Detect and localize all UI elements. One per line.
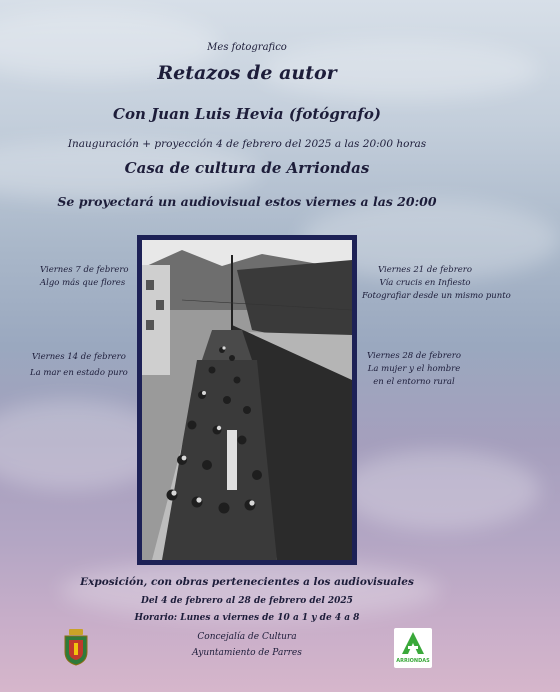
projection-note: Se proyectará un audiovisual estos viernes a las 20:00 [57,194,437,209]
organizer-1: Concejalía de Cultura [197,632,297,642]
crest-logo [63,628,89,666]
photo-frame [137,235,357,565]
venue-line: Casa de cultura de Arriondas [124,159,370,177]
inauguration-line: Inauguración + proyección 4 de febrero del 2025 a las 20:00 horas [67,138,427,150]
cloud [60,560,440,620]
crest-icon [63,628,89,666]
session-topic: Algo más que flores [40,278,126,288]
exhibition-line: Exposición, con obras pertenecientes a los audiovisuales [80,576,414,588]
logo-text: ARRIONDAS [396,658,430,664]
cloud [340,450,540,530]
session-date: Viernes 7 de febrero [40,265,129,275]
session-date: Viernes 14 de febrero [31,352,126,362]
session-4 [364,350,464,389]
organizer-2: Ayuntamiento de Parres [192,648,302,658]
session-2 [30,351,128,380]
opening-hours: Horario: Lunes a viernes de 10 a 1 y de 4 a 8 [134,613,360,623]
a-mark-icon [394,628,432,658]
session-3 [362,264,511,303]
procession-photo [142,240,352,560]
session-date: Viernes 21 de febrero [378,265,472,275]
session-topic: Fotografiar desde un mismo punto [362,291,511,301]
session-topic: en el entorno rural [373,377,455,387]
session-date: Viernes 28 de febrero [367,351,461,361]
session-topic: Vía crucis en Infiesto [379,278,471,288]
session-topic: La mujer y el hombre [367,364,461,374]
kicker: Mes fotografico [207,42,287,53]
author-line: Con Juan Luis Hevia (fotógrafo) [113,105,381,123]
photo-scene [142,240,352,560]
session-topic: La mar en estado puro [30,368,128,378]
exhibition-dates: Del 4 de febrero al 28 de febrero del 2025 [141,596,353,606]
poster-title: Retazos de autor [157,62,337,84]
arriondas-logo [394,628,432,668]
session-1 [40,264,129,290]
